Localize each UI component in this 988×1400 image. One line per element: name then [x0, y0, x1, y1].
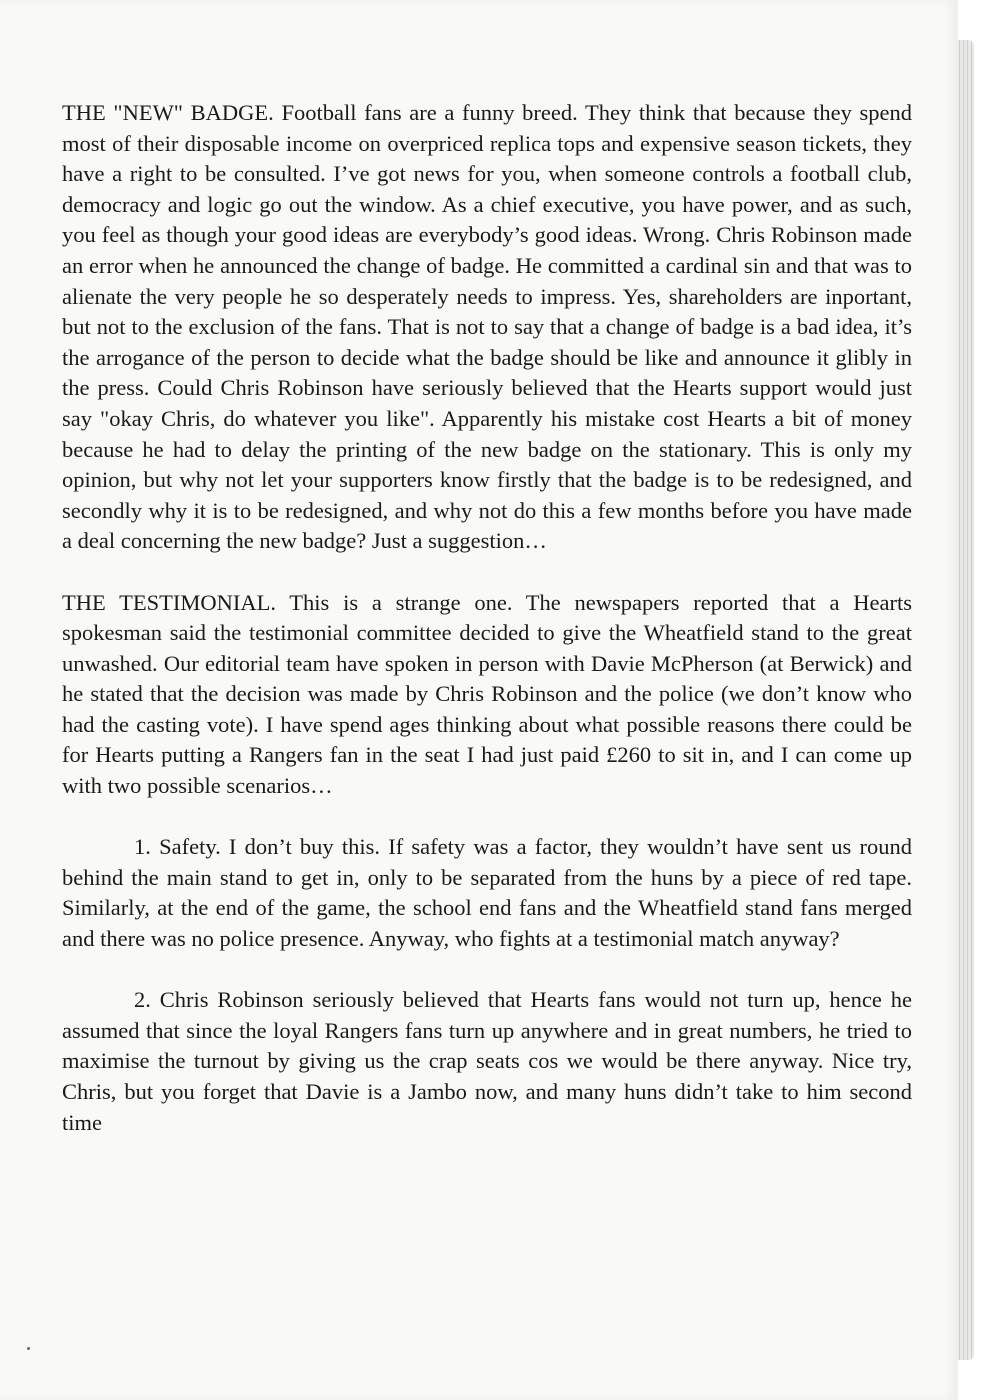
badge-paragraph: THE "NEW" BADGE. Football fans are a funny breed. They think that because they spend most of their disposable income on overpriced replica tops and expensive season tickets, they have a right to be consulted. I’ve got news for you, when someone controls a football club, democracy and logic go out the window. As a chief executive, you have power, and as such, you feel as though your good ideas are everybody’s good ideas. Wrong. Chris Robinson made an error when he announced the change of badge. He committed a cardinal sin and that was to alienate the very people he so desperately needs to impress. Yes, shareholders are inportant, but not to the exclusion of the fans. That is not to say that a change of badge is a bad idea, it’s the arrogance of the person to decide what the badge should be like and announce it glibly in the press. Could Chris Robinson have seriously believed that the Hearts support would just say "okay Chris, do whatever you like". Apparently his mistake cost Hearts a bit of money because he had to delay the printing of the new badge on the stationary. This is only my opinion, but why not let your supporters know firstly that the badge is to be redesigned, and secondly why it is to be redesigned, and why not do this a few months before you have made a deal concerning the new badge? Just a suggestion… [62, 100, 912, 554]
paragraph-gap [62, 802, 912, 833]
scenario-2-paragraph: 2. Chris Robinson seriously believed that Hearts fans would not turn up, hence he assumed that since the loyal Rangers fans turn up anywhere and in great numbers, he tried to maximise the turnout by giving us the crap seats cos we would be there anyway. Nice try, Chris, but you forget that Davie is a Jambo now, and many huns didn’t take to him second time [62, 987, 912, 1135]
testimonial-paragraph: THE TESTIMONIAL. This is a strange one. The newspapers reported that a Hearts spokesman said the testimonial committee decided to give the Wheatfield stand to the great unwashed. Our editorial team have spoken in person with Davie McPherson (at Berwick) and he stated that the decision was made by Chris Robinson and the police (we don’t know who had the casting vote). I have spend ages thinking about what possible reasons there could be for Hearts putting a Rangers fan in the seat I had just paid £260 to sit in, and I can come up with two possible scenarios… [62, 589, 912, 799]
paragraph-gap [62, 557, 912, 588]
paragraph-gap [62, 955, 912, 986]
print-speck [27, 1347, 30, 1350]
article-body [62, 98, 912, 1138]
scenario-1-paragraph: 1. Safety. I don’t buy this. If safety was a factor, they wouldn’t have sent us round behind the main stand to get in, only to be separated from the huns by a piece of red tape. Similarly, at the end of the game, the school end fans and the Wheatfield stand fans merged and there was no police presence. Anyway, who fights at a testimonial match anyway? [62, 834, 912, 952]
